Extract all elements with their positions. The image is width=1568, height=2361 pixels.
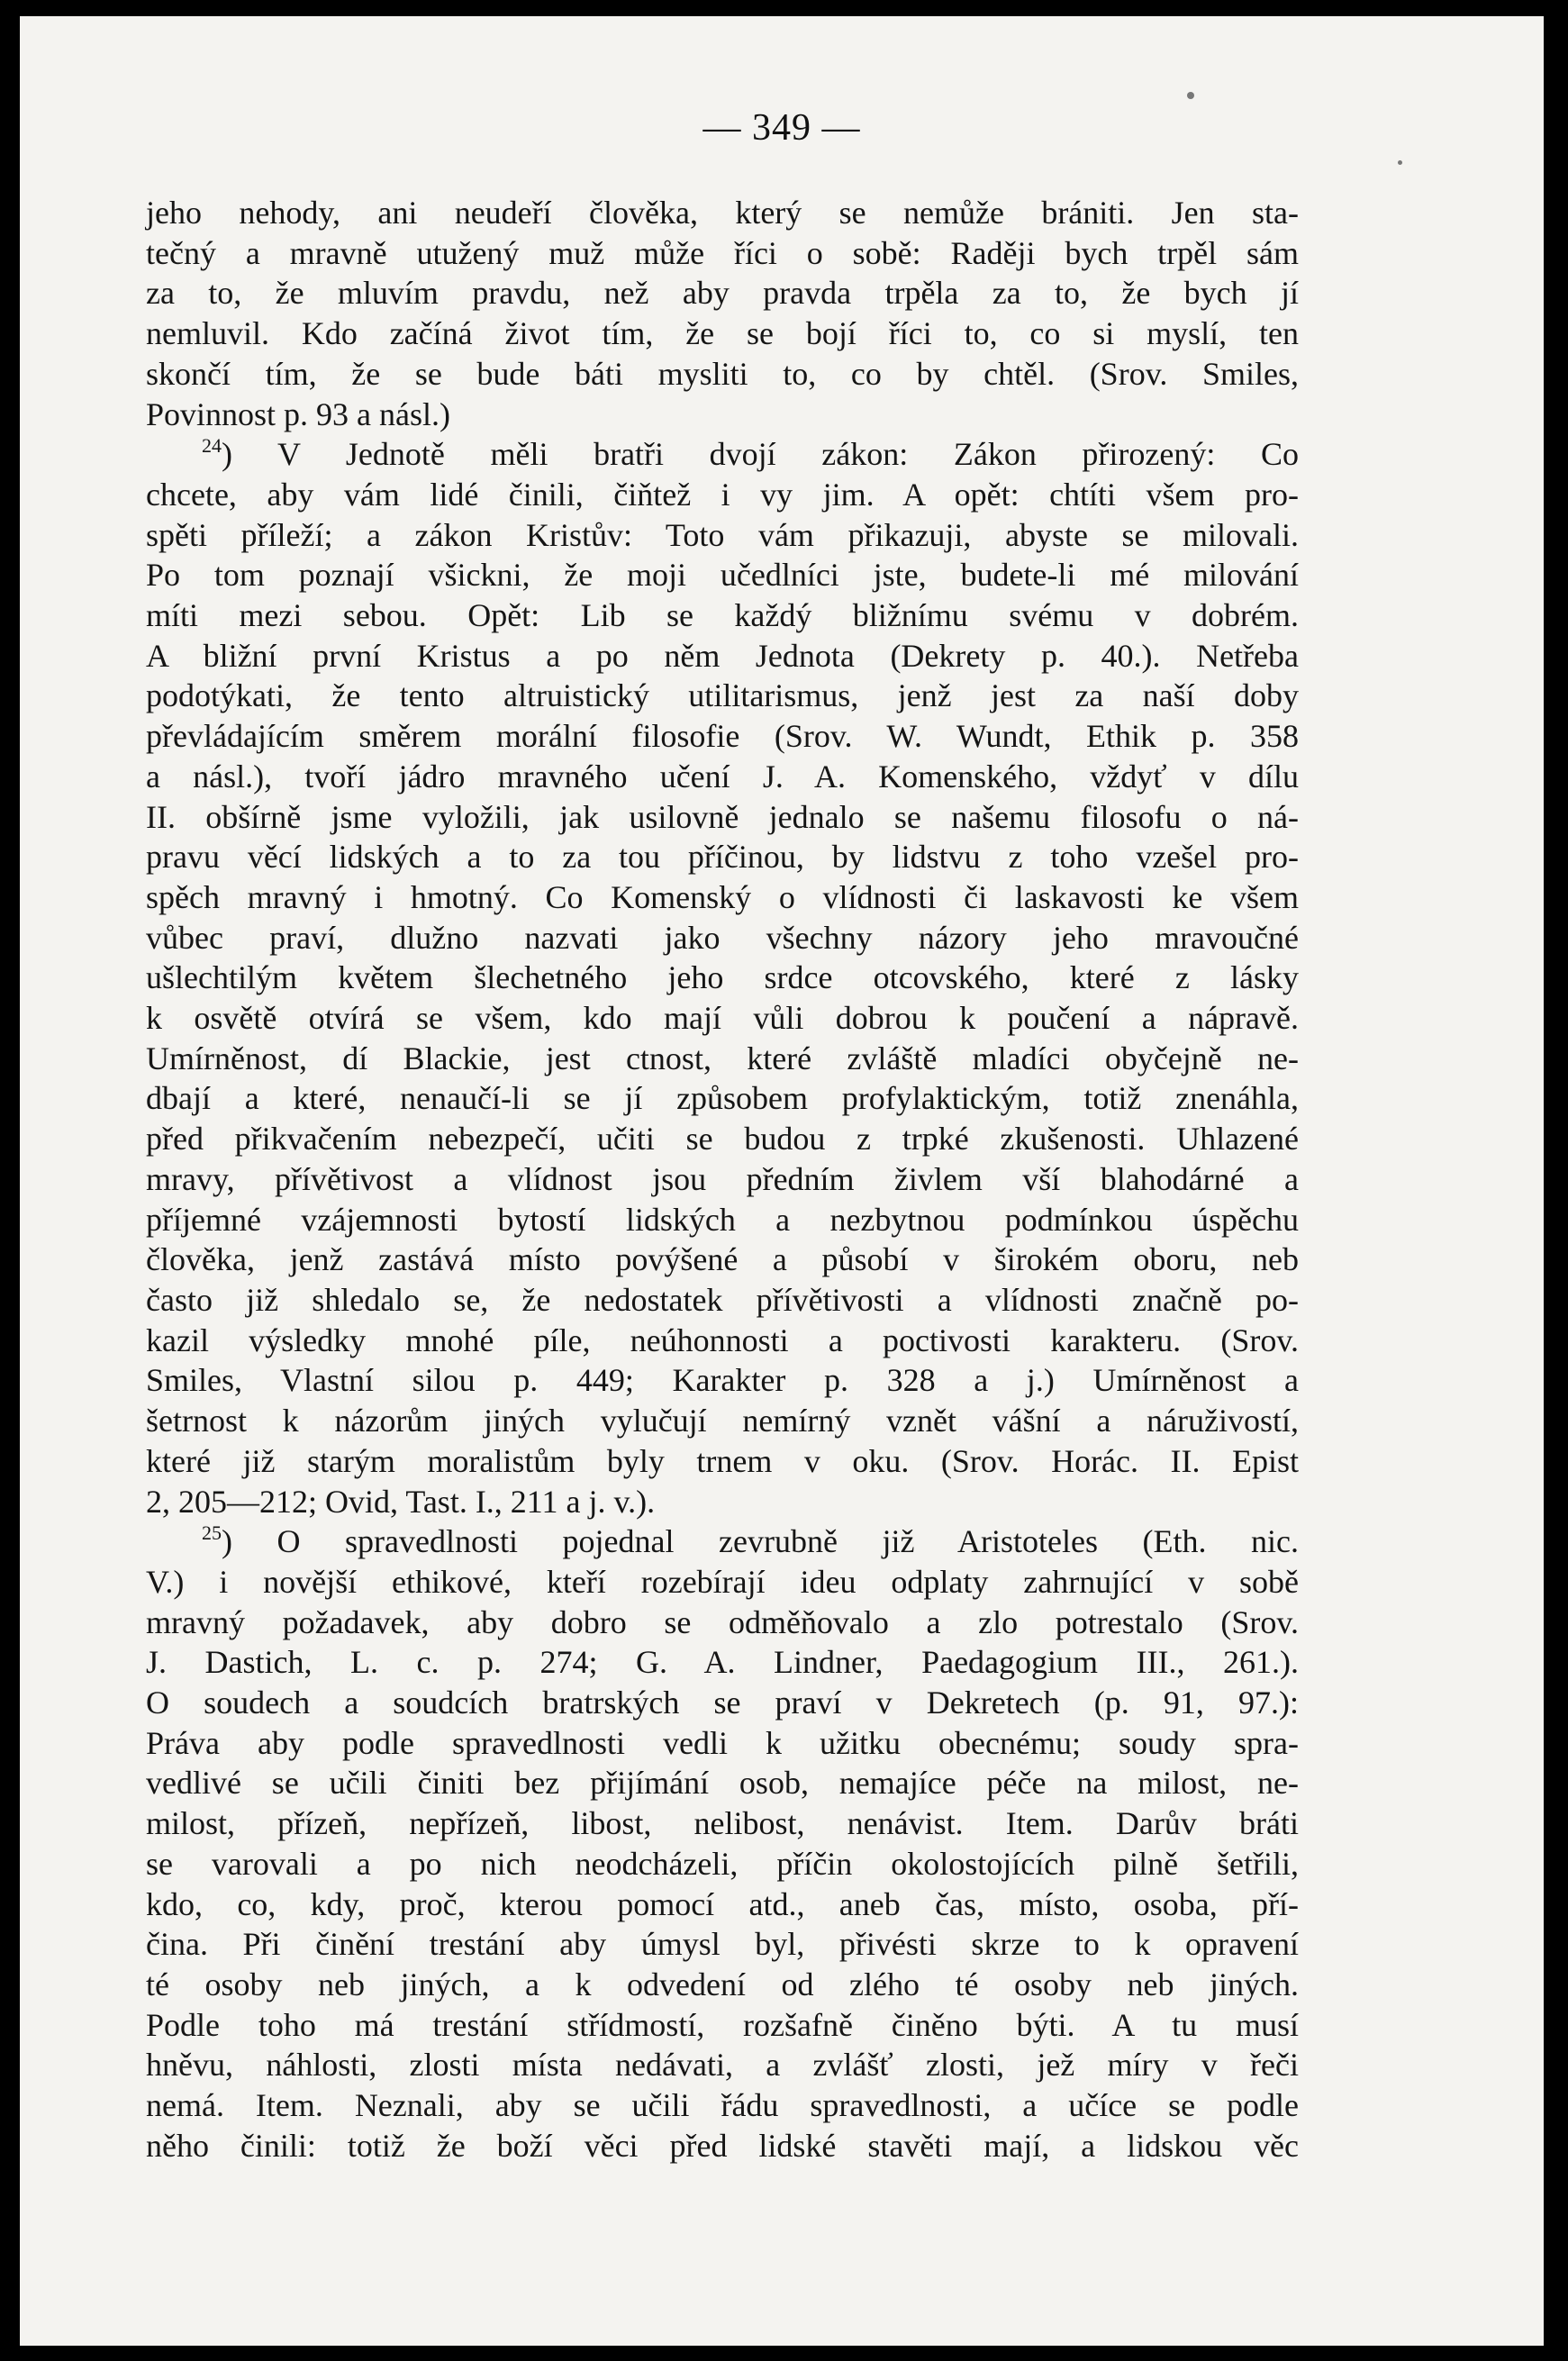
text-line: nemá. Item. Neznali, aby se učili řádu spravedlnosti, a učíce se podle (146, 2087, 1299, 2124)
text-line: vůbec praví, dlužno nazvati jako všechny názory jeho mravoučné (146, 919, 1299, 956)
footnote-25-first-line (146, 1521, 1299, 1562)
text-line: mravný požadavek, aby dobro se odměňovalo a zlo potrestalo (Srov. (146, 1603, 1299, 1640)
text-line: spěch mravný i hmotný. Co Komenský o vlídnosti či laskavosti ke všem (146, 878, 1299, 915)
book-page (20, 16, 1544, 2346)
page-number: — 349 — (702, 107, 861, 149)
text-line: podotýkati, že tento altruistický utilitarismus, jenž jest za naší doby (146, 677, 1299, 714)
text-line: čina. Při činění trestání aby úmysl byl, přivésti skrze to k opravení (146, 1926, 1299, 1963)
text-line: k osvětě otvírá se všem, kdo mají vůli dobrou k poučení a nápravě. (146, 1000, 1299, 1037)
text-line: nemluvil. Kdo začíná život tím, že se bojí říci to, co si myslí, ten (146, 315, 1299, 352)
scan-speck (1398, 160, 1402, 165)
text-line: Umírněnost, dí Blackie, jest ctnost, které zvláště mladíci obyčejně ne- (146, 1040, 1299, 1076)
text-line: pravu věcí lidských a to za tou příčinou, by lidstvu z toho vzešel pro- (146, 839, 1299, 876)
text-line: A bližní první Kristus a po něm Jednota (Dekrety p. 40.). Netřeba (146, 637, 1299, 674)
text-line: za to, že mluvím pravdu, než aby pravda trpěla za to, že bych jí (146, 275, 1299, 312)
text-line: Po tom poznají všickni, že moji učedlníci jste, budete-li mé milování (146, 557, 1299, 594)
footnote-marker-24: 24 (202, 434, 222, 458)
footnote-24-first-line (146, 434, 1299, 475)
text-line: člověka, jenž zastává místo povýšené a působí v širokém oboru, neb (146, 1241, 1299, 1278)
text-line: hněvu, náhlosti, zlosti místa nedávati, a zvlášť zlosti, jež míry v řeči (146, 2047, 1299, 2084)
text-line: tečný a mravně utužený muž může říci o sobě: Raději bych trpěl sám (146, 234, 1299, 271)
text-line: před přikvačením nebezpečí, učiti se budou z trpké zkušenosti. Uhlazené (146, 1121, 1299, 1158)
text-line: šetrnost k názorům jiných vylučují nemírný vznět vášní a náruživostí, (146, 1403, 1299, 1439)
text-line: té osoby neb jiných, a k odvedení od zlého té osoby neb jiných. (146, 1966, 1299, 2002)
scan-speck (1187, 92, 1194, 99)
text-line: Povinnost p. 93 a násl.) (146, 395, 450, 432)
body-text (146, 193, 1299, 2166)
text-line: něho činili: totiž že boží věci před lidské stavěti mají, a lidskou věc (146, 2127, 1299, 2164)
text-line: často již shledalo se, že nedostatek přívětivosti a vlídnosti značně po- (146, 1281, 1299, 1318)
text-line: II. obšírně jsme vyložili, jak usilovně jednalo se našemu filosofu o ná- (146, 798, 1299, 835)
text-line: se varovali a po nich neodcházeli, příčin okolostojících pilně šetřili, (146, 1845, 1299, 1882)
text-line: chcete, aby vám lidé činili, čiňtež i vy jim. A opět: chtíti všem pro- (146, 476, 1299, 513)
text-line: ušlechtilým květem šlechetného jeho srdce otcovského, které z lásky (146, 959, 1299, 996)
text-line: příjemné vzájemnosti bytostí lidských a nezbytnou podmínkou úspěchu (146, 1201, 1299, 1238)
text-line: které již starým moralistům byly trnem v oku. (Srov. Horác. II. Epist (146, 1442, 1299, 1479)
text-line: ) V Jednotě měli bratři dvojí zákon: Zákon přirozený: Co (222, 436, 1299, 473)
text-line: kazil výsledky mnohé píle, neúhonnosti a poctivosti karakteru. (Srov. (146, 1321, 1299, 1358)
footnote-marker-25: 25 (202, 1521, 222, 1545)
text-line: a násl.), tvoří jádro mravného učení J. A. Komenského, vždyť v dílu (146, 758, 1299, 795)
text-line: milost, přízeň, nepřízeň, libost, nelibost, nenávist. Item. Darův bráti (146, 1805, 1299, 1842)
text-line: mravy, přívětivost a vlídnost jsou předním živlem vší blahodárné a (146, 1160, 1299, 1197)
text-line: Podle toho má trestání střídmostí, rozšafně činěno býti. A tu musí (146, 2006, 1299, 2043)
text-line: skončí tím, že se bude báti mysliti to, co by chtěl. (Srov. Smiles, (146, 355, 1299, 392)
text-line: spěti příleží; a zákon Kristův: Toto vám přikazuji, abyste se milovali. (146, 516, 1299, 553)
text-line: převládajícím směrem morální filosofie (Srov. W. Wundt, Ethik p. 358 (146, 718, 1299, 755)
text-line: vedlivé se učili činiti bez přijímání osob, nemajíce péče na milost, ne- (146, 1765, 1299, 1802)
text-line: Práva aby podle spravedlnosti vedli k užitku obecnému; soudy spra- (146, 1724, 1299, 1761)
text-line: jeho nehody, ani neudeří člověka, který se nemůže brániti. Jen sta- (146, 195, 1299, 231)
text-line: Smiles, Vlastní silou p. 449; Karakter p. 328 a j.) Umírněnost a (146, 1362, 1299, 1399)
text-line: 2, 205—212; Ovid, Tast. I., 211 a j. v.). (146, 1483, 656, 1520)
text-line: V.) i novější ethikové, kteří rozebírají ideu odplaty zahrnující v sobě (146, 1563, 1299, 1600)
text-line: J. Dastich, L. c. p. 274; G. A. Lindner, Paedagogium III., 261.). (146, 1644, 1299, 1681)
text-line: ) O spravedlnosti pojednal zevrubně již Aristoteles (Eth. nic. (222, 1523, 1299, 1560)
text-line: O soudech a soudcích bratrských se praví v Dekretech (p. 91, 97.): (146, 1684, 1299, 1721)
text-line: kdo, co, kdy, proč, kterou pomocí atd., aneb čas, místo, osoba, pří- (146, 1885, 1299, 1922)
text-line: míti mezi sebou. Opět: Lib se každý bližnímu svému v dobrém. (146, 597, 1299, 634)
text-line: dbají a které, nenaučí-li se jí způsobem profylaktickým, totiž znenáhla, (146, 1080, 1299, 1117)
